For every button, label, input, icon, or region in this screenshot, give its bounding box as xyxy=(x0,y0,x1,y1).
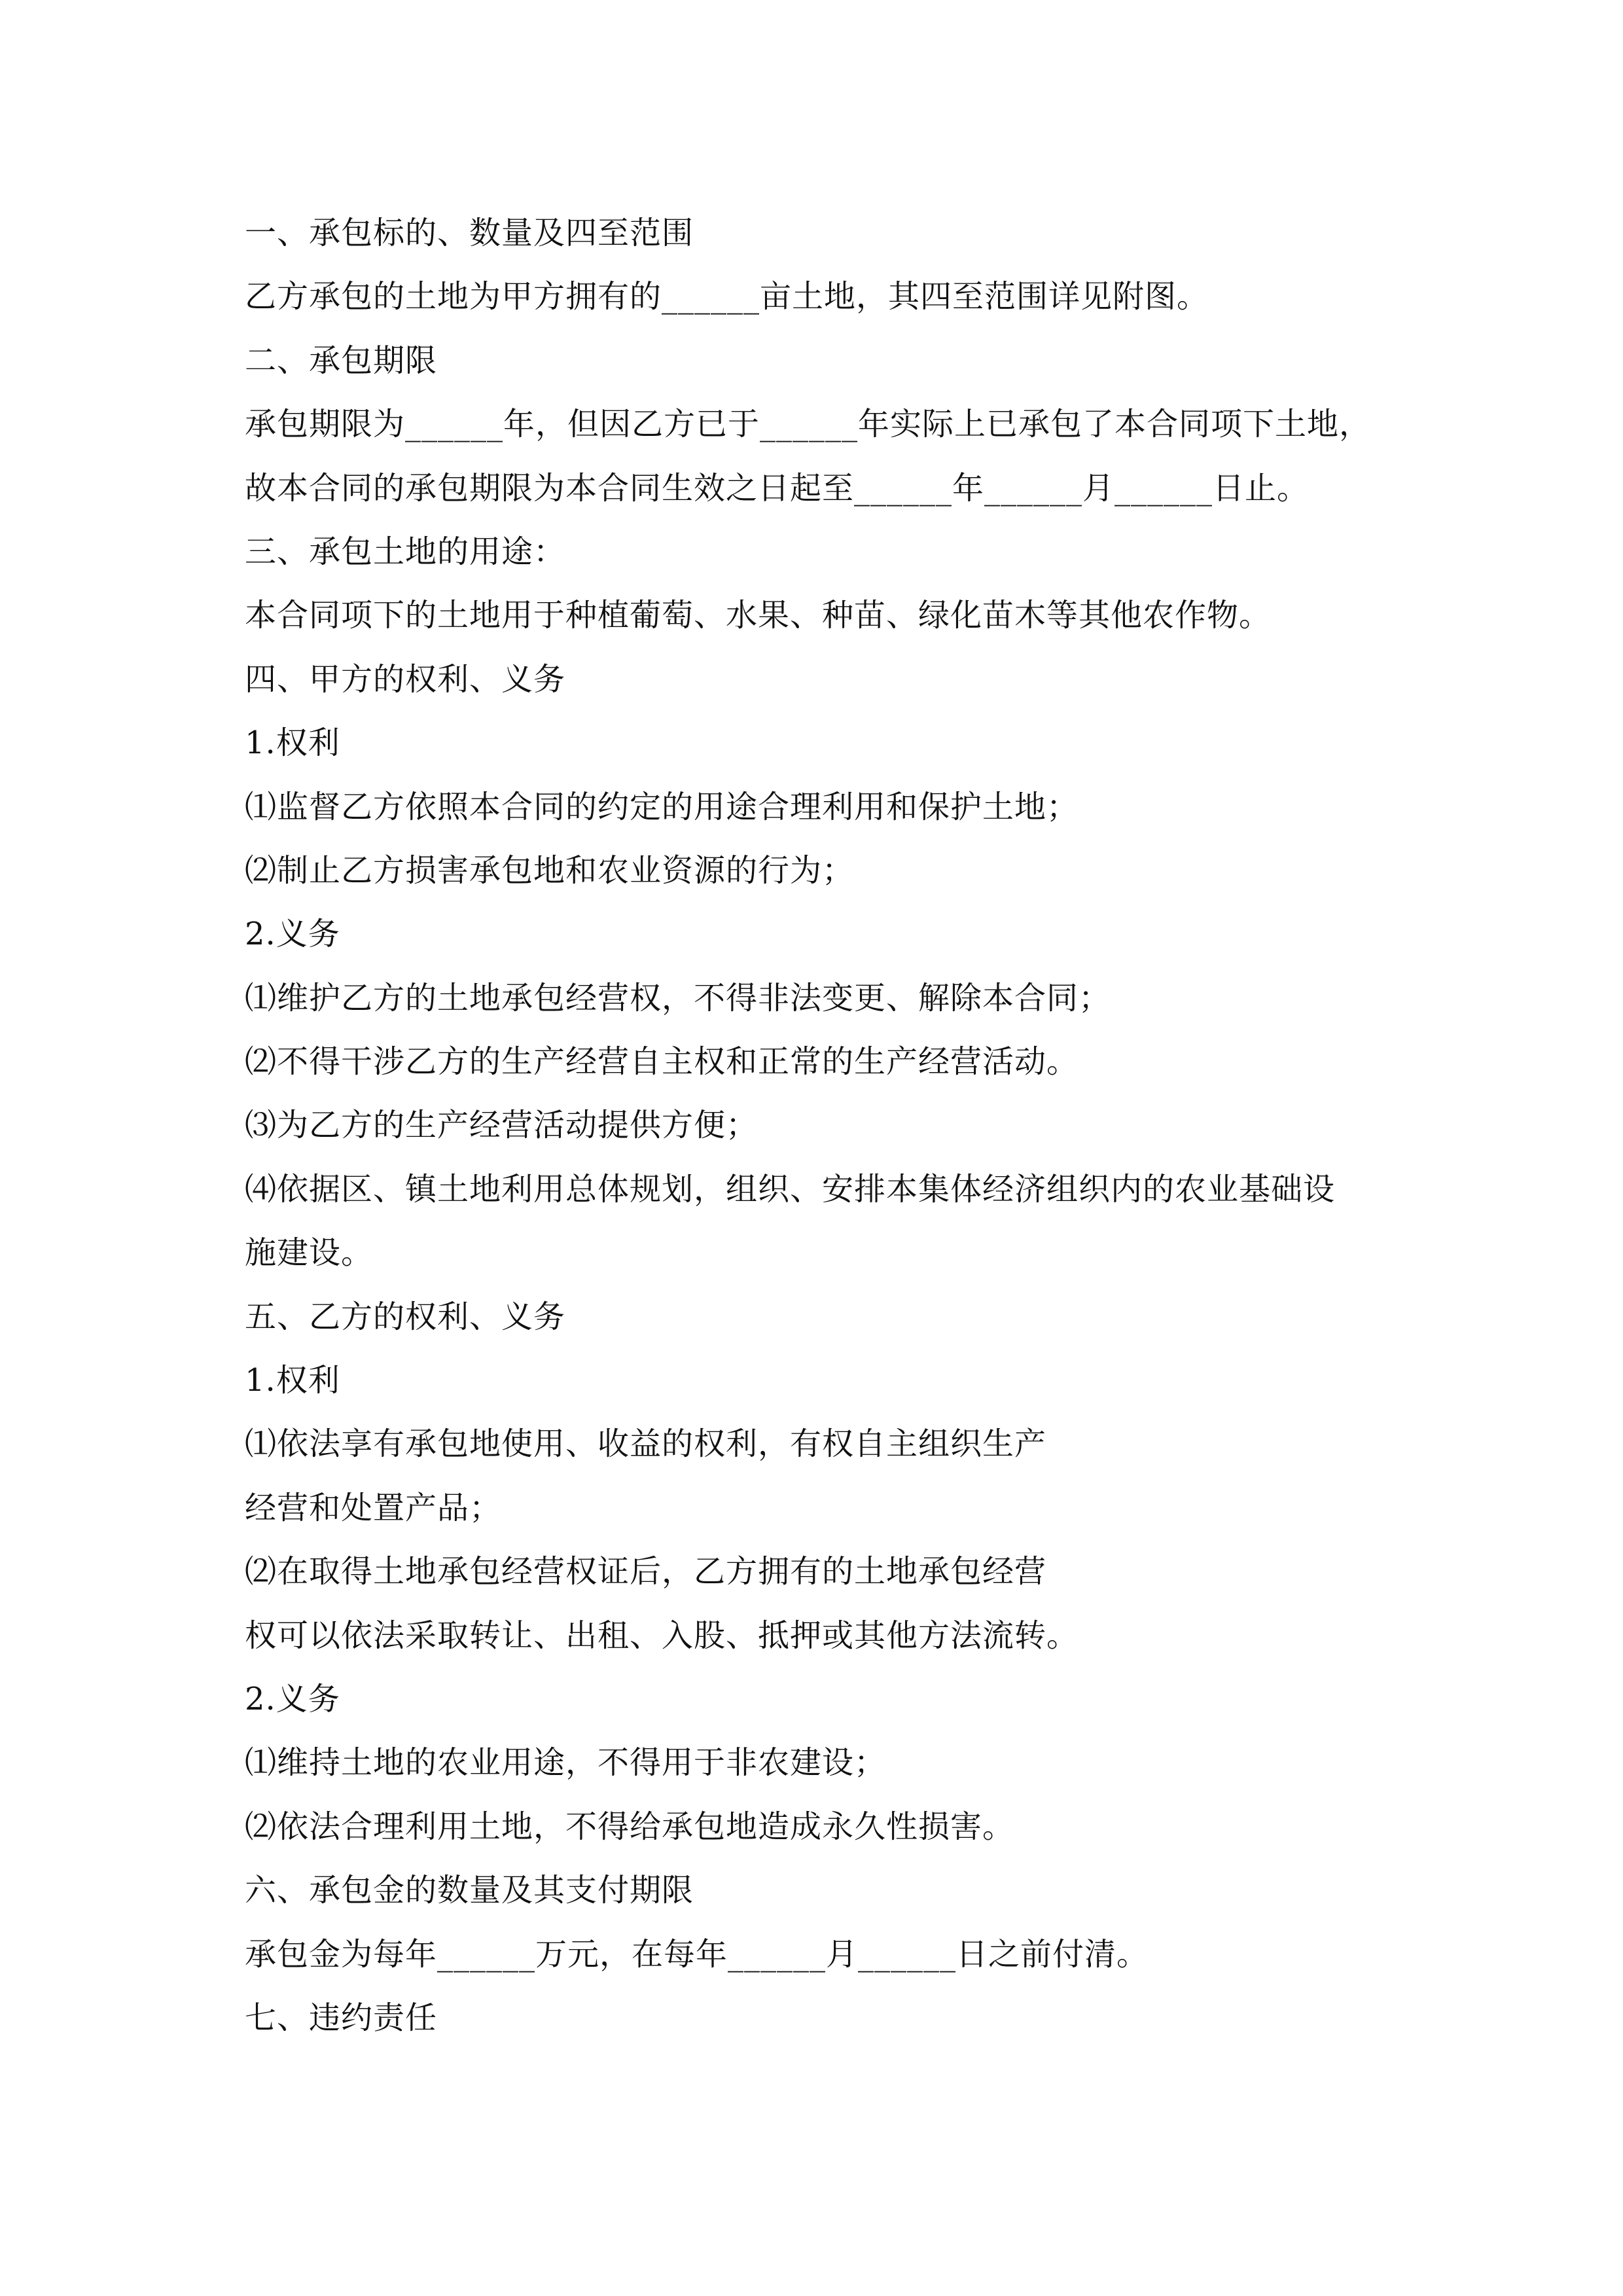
list-item-continuation: 经营和处置产品； xyxy=(245,1489,502,1526)
list-item: ⑵在取得土地承包经营权证后，乙方拥有的土地承包经营 xyxy=(245,1553,1047,1590)
section-heading-2: 二、承包期限 xyxy=(245,342,438,379)
paragraph-line: 本合同项下的土地用于种植葡萄、水果、种苗、绿化苗木等其他农作物。 xyxy=(245,597,1272,634)
paragraph-line: 承包金为每年______万元，在每年______月______日之前付清。 xyxy=(245,1935,1149,1973)
list-item: ⑴维护乙方的土地承包经营权，不得非法变更、解除本合同； xyxy=(245,979,1111,1016)
list-item: ⑶为乙方的生产经营活动提供方便； xyxy=(245,1107,758,1144)
section-heading-7: 七、违约责任 xyxy=(245,1999,438,2036)
list-item: ⑴监督乙方依照本合同的约定的用途合理利用和保护土地； xyxy=(245,788,1079,825)
paragraph-line: 故本合同的承包期限为本合同生效之日起至______年______月______日止。 xyxy=(245,469,1310,507)
subheading: 1.权利 xyxy=(245,725,340,762)
list-item: ⑴依法享有承包地使用、收益的权利，有权自主组织生产 xyxy=(245,1426,1047,1463)
document-body xyxy=(245,202,1423,2050)
subheading: 1.权利 xyxy=(245,1362,340,1399)
section-heading-4: 四、甲方的权利、义务 xyxy=(245,660,566,698)
subheading: 2.义务 xyxy=(245,916,340,953)
list-item: ⑵制止乙方损害承包地和农业资源的行为； xyxy=(245,852,855,889)
paragraph-line: 乙方承包的土地为甲方拥有的______亩土地，其四至范围详见附图。 xyxy=(245,278,1209,315)
list-item: ⑴维持土地的农业用途，不得用于非农建设； xyxy=(245,1744,887,1782)
list-item: ⑵不得干涉乙方的生产经营自主权和正常的生产经营活动。 xyxy=(245,1043,1079,1081)
section-heading-1: 一、承包标的、数量及四至范围 xyxy=(245,215,694,251)
list-item-continuation: 施建设。 xyxy=(245,1234,374,1272)
section-heading-3: 三、承包土地的用途： xyxy=(245,533,566,570)
list-item-continuation: 权可以依法采取转让、出租、入股、抵押或其他方法流转。 xyxy=(245,1617,1079,1654)
section-heading-6: 六、承包金的数量及其支付期限 xyxy=(245,1872,694,1909)
list-item: ⑵依法合理利用土地，不得给承包地造成永久性损害。 xyxy=(245,1808,1015,1845)
list-item: ⑷依据区、镇土地利用总体规划，组织、安排本集体经济组织内的农业基础设 xyxy=(245,1170,1336,1208)
paragraph-line: 承包期限为______年，但因乙方已于______年实际上已承包了本合同项下土地， xyxy=(245,406,1372,443)
section-heading-5: 五、乙方的权利、义务 xyxy=(245,1298,566,1335)
subheading: 2.义务 xyxy=(245,1680,340,1717)
